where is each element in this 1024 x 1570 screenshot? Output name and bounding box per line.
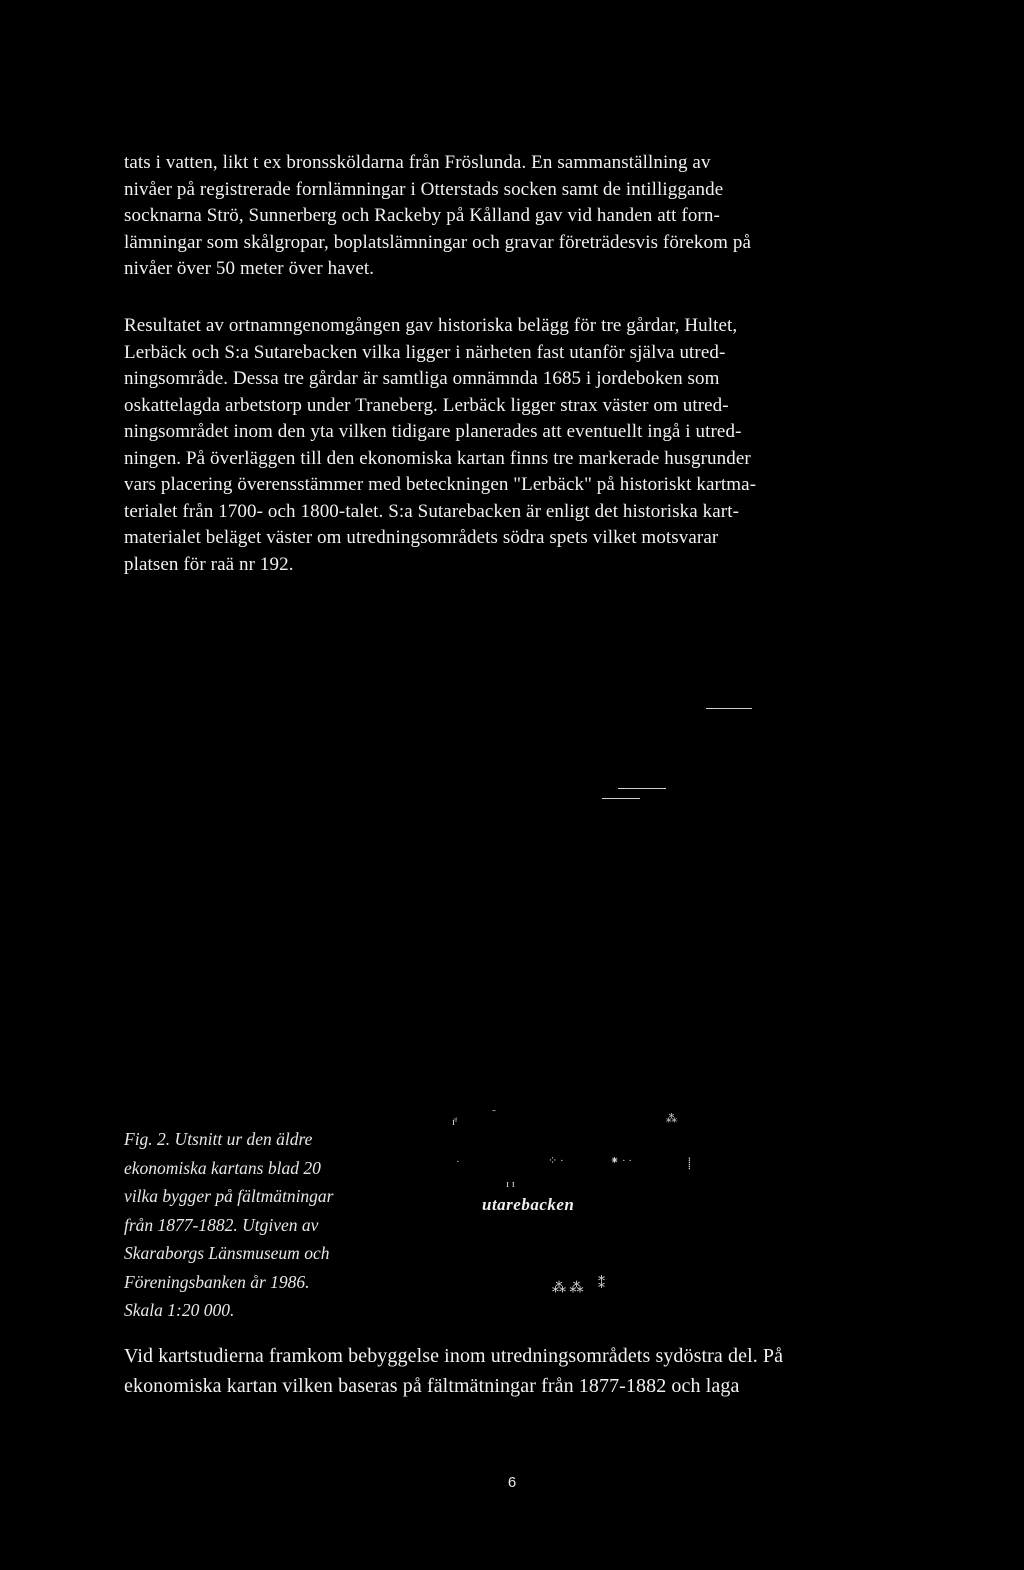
map-edge-mark (618, 788, 666, 789)
text-line: Lerbäck och S:a Sutarebacken vilka ligger i närheten fast utanför själva utred- (124, 341, 726, 363)
text-line: ningen. På överläggen till den ekonomiska kartan finns tre markerade husgrunder (124, 447, 751, 469)
map-edge-mark (602, 798, 640, 799)
map-symbol: · (456, 1156, 460, 1168)
map-symbol: ⁂ (666, 1113, 677, 1125)
text-line: terialet från 1700- och 1800-talet. S:a Sutarebacken är enligt det historiska kart- (124, 500, 740, 522)
map-place-label: utarebacken (482, 1195, 575, 1214)
map-symbol: ⁕ · · (610, 1155, 633, 1167)
paragraph-1 (124, 150, 870, 283)
text-line: Vid kartstudierna framkom bebyggelse inom utredningsområdets sydöstra del. På (124, 1345, 784, 1367)
map-symbol: ɪ ɪ (506, 1178, 515, 1190)
map-symbol: ˜ (492, 1108, 496, 1120)
text-line: lämningar som skålgropar, boplatslämningar och gravar företrädesvis förekom på (124, 231, 751, 253)
text-line: socknarna Strö, Sunnerberg och Rackeby på Kålland gav vid handen att forn- (124, 205, 720, 226)
paragraph-2 (124, 313, 870, 578)
text-line: vars placering överensstämmer med beteckningen "Lerbäck" på historiskt kartma- (124, 474, 757, 495)
map-symbol: ⁘ · (548, 1155, 564, 1167)
figure-caption (124, 1125, 384, 1325)
text-line: Resultatet av ortnamngenomgången gav historiska belägg för tre gårdar, Hultet, (124, 315, 738, 336)
caption-line: Föreningsbanken år 1986. (124, 1271, 310, 1292)
text-line: ningsområdet inom den yta vilken tidigare planerades att eventuellt ingå i utred- (124, 421, 742, 442)
text-line: ningsområde. Dessa tre gårdar är samtliga omnämnda 1685 i jordeboken som (124, 368, 720, 389)
text-line: nivåer över 50 meter över havet. (124, 258, 375, 279)
map-excerpt (430, 1100, 720, 1315)
text-line: nivåer på registrerade fornlämningar i Otterstads socken samt de intilliggande (124, 178, 724, 200)
caption-line: Skaraborgs Länsmuseum och (124, 1243, 330, 1263)
caption-line: från 1877-1882. Utgiven av (124, 1214, 319, 1235)
caption-line: ekonomiska kartans blad 20 (124, 1157, 321, 1178)
map-symbol: ⁂ ⁂ (552, 1281, 584, 1296)
text-line: platsen för raä nr 192. (124, 553, 294, 575)
map-edge-mark (706, 708, 752, 709)
caption-line: Fig. 2. Utsnitt ur den äldre (124, 1129, 313, 1149)
map-symbol: ⸽ (688, 1158, 691, 1170)
text-line: ekonomiska kartan vilken baseras på fältmätningar från 1877-1882 och laga (124, 1375, 740, 1397)
text-line: materialet beläget väster om utredningsområdets södra spets vilket motsvarar (124, 527, 719, 548)
map-symbol: ɪ̈ᶠ (452, 1116, 458, 1128)
text-line: oskattelagda arbetstorp under Traneberg. Lerbäck ligger strax väster om utred- (124, 394, 729, 416)
text-line: tats i vatten, likt t ex bronssköldarna från Fröslunda. En sammanställning av (124, 152, 711, 173)
map-symbol: ⁑ (598, 1277, 605, 1292)
paragraph-3 (124, 1341, 870, 1401)
caption-line: vilka bygger på fältmätningar (124, 1186, 334, 1206)
caption-line: Skala 1:20 000. (124, 1300, 235, 1320)
page-number: 6 (507, 1474, 517, 1491)
